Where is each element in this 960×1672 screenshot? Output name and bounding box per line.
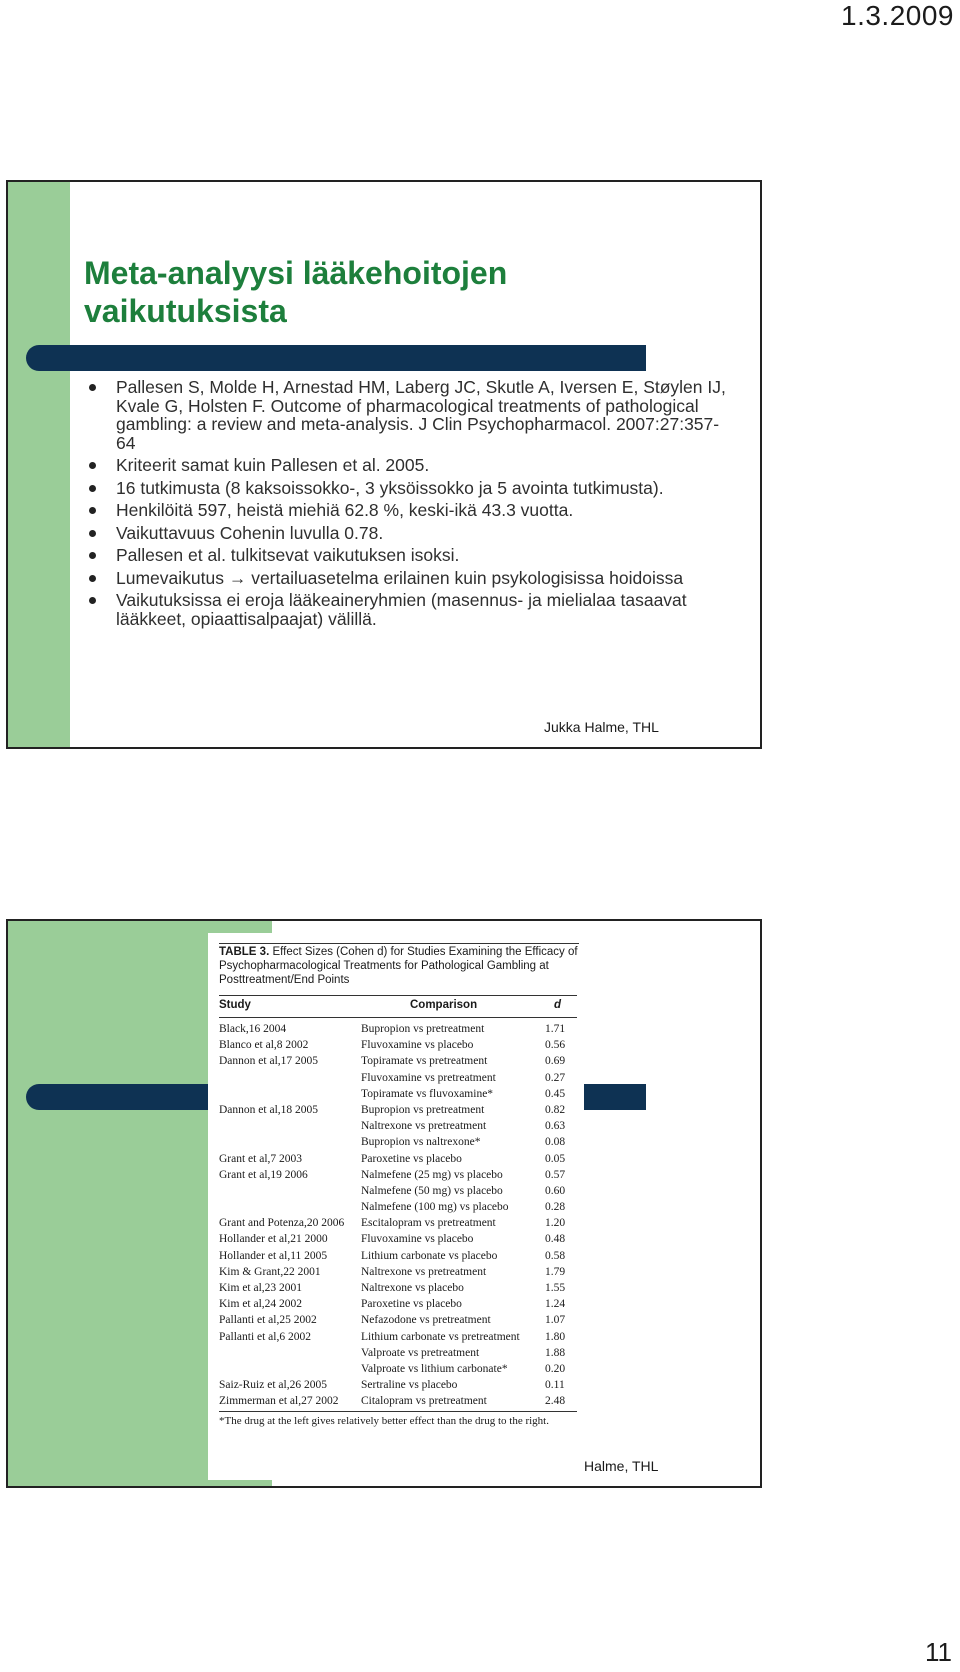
- table-rule: [219, 995, 577, 996]
- table-row: [219, 1053, 579, 1069]
- table-cell-comparison: Valproate vs lithium carbonate*: [361, 1362, 508, 1375]
- table-cell-comparison: Fluvoxamine vs placebo: [361, 1233, 474, 1246]
- table-row: [219, 1280, 579, 1296]
- table-row: [219, 1183, 579, 1199]
- bullet-text: 16 tutkimusta (8 kaksoissokko-, 3 yksöissokko ja 5 avointa tutkimusta).: [116, 477, 664, 498]
- table-row: [219, 1118, 579, 1134]
- table-row: [219, 1345, 579, 1361]
- bullet-item: [86, 546, 726, 565]
- table-cell-comparison: Fluvoxamine vs pretreatment: [361, 1071, 496, 1084]
- table-cell-d: 0.48: [545, 1233, 566, 1246]
- table-cell-d: 0.05: [545, 1152, 566, 1165]
- bullet-text: Kriteerit samat kuin Pallesen et al. 2005.: [116, 455, 430, 475]
- table-cell-d: 0.56: [545, 1039, 566, 1052]
- table-row: [219, 1312, 579, 1328]
- bullet-list: [86, 378, 726, 632]
- table-cell-d: 1.88: [545, 1346, 566, 1359]
- table-cell-comparison: Bupropion vs naltrexone*: [361, 1136, 481, 1149]
- table-caption-text: Effect Sizes (Cohen d) for Studies Examining the Efficacy of Psychopharmacological Treatments for Pathological Gambling at Posttreatment/End Points: [219, 946, 578, 986]
- bullet-dot-icon: [89, 575, 96, 582]
- column-header-d: d: [554, 999, 562, 1011]
- column-header-study: Study: [219, 999, 251, 1011]
- table-cell-comparison: Paroxetine vs placebo: [361, 1298, 462, 1311]
- table-caption: [219, 943, 579, 987]
- table-row: [219, 1199, 579, 1215]
- table-cell-comparison: Naltrexone vs pretreatment: [361, 1120, 487, 1133]
- bullet-dot-icon: [89, 530, 96, 537]
- bullet-item: [86, 479, 726, 498]
- table-row: [219, 1037, 579, 1053]
- table-cell-d: 0.08: [545, 1136, 566, 1149]
- bullet-text: Pallesen S, Molde H, Arnestad HM, Laberg JC, Skutle A, Iversen E, Støylen IJ, Kvale G, Holsten F. Outcome of pharmacological treatments of pathological gambling: a review and meta-analysis. J Clin Psychopharmacol. 2007:27:357-64: [116, 377, 726, 453]
- bullet-text: Vaikutuksissa ei eroja lääkeaineryhmien (masennus- ja mielialaa tasaavat lääkkeet, opiaattisalpaajat) välillä.: [116, 590, 687, 629]
- bullet-dot-icon: [89, 597, 96, 604]
- table-cell-study: Pallanti et al,6 2002: [219, 1330, 311, 1343]
- table-cell-d: 0.27: [545, 1071, 566, 1084]
- slide-green-band: [8, 182, 70, 747]
- bullet-dot-icon: [89, 485, 96, 492]
- table-row: [219, 1151, 579, 1167]
- table-cell-d: 0.69: [545, 1055, 566, 1068]
- table-row: [219, 1167, 579, 1183]
- table-cell-study: Saiz-Ruiz et al,26 2005: [219, 1379, 327, 1392]
- bullet-item: [86, 501, 726, 520]
- table-row: [219, 1215, 579, 1231]
- bullet-dot-icon: [89, 462, 96, 469]
- table-cell-comparison: Nefazodone vs pretreatment: [361, 1314, 491, 1327]
- table-row: [219, 1361, 579, 1377]
- table-cell-comparison: Naltrexone vs placebo: [361, 1282, 464, 1294]
- table-cell-d: 0.60: [545, 1184, 566, 1197]
- bullet-text: Lumevaikutus → vertailuasetelma erilainen kuin psykologisissa hoidoissa: [116, 567, 684, 588]
- bullet-item: [86, 378, 726, 452]
- table-row: [219, 1102, 579, 1118]
- table-cell-study: Grant et al,7 2003: [219, 1152, 303, 1165]
- table-cell-study: Black,16 2004: [219, 1023, 287, 1035]
- bullet-item: [86, 456, 726, 475]
- slide-1: [6, 180, 762, 749]
- bullet-dot-icon: [89, 384, 96, 391]
- table-cell-study: Pallanti et al,25 2002: [219, 1314, 317, 1327]
- table-row: [219, 1296, 579, 1312]
- table-cell-d: 1.20: [545, 1217, 566, 1230]
- bullet-item: [86, 524, 726, 543]
- table-cell-comparison: Topiramate vs pretreatment: [361, 1055, 488, 1068]
- table-cell-study: Zimmerman et al,27 2002: [219, 1395, 339, 1408]
- table-cell-d: 1.24: [545, 1298, 566, 1311]
- table-cell-comparison: Topiramate vs fluvoxamine*: [361, 1087, 494, 1100]
- table-cell-d: 0.28: [545, 1201, 566, 1214]
- bullet-text: Pallesen et al. tulkitsevat vaikutuksen isoksi.: [116, 545, 460, 565]
- table-cell-comparison: Naltrexone vs pretreatment: [361, 1265, 487, 1278]
- table-cell-study: Kim et al,24 2002: [219, 1298, 303, 1311]
- bullet-dot-icon: [89, 552, 96, 559]
- bullet-dot-icon: [89, 507, 96, 514]
- table-row: [219, 1134, 579, 1150]
- table-cell-comparison: Lithium carbonate vs placebo: [361, 1249, 498, 1262]
- table-cell-d: 0.58: [545, 1249, 566, 1262]
- table-row: [219, 1264, 579, 1280]
- table-cell-d: 0.63: [545, 1120, 566, 1133]
- slide-footer: Jukka Halme, THL: [544, 719, 659, 735]
- table-cell-d: 0.20: [545, 1362, 566, 1375]
- table-cell-comparison: Sertraline vs placebo: [361, 1379, 458, 1392]
- page-number: 11: [925, 1637, 952, 1667]
- table-cell-d: 0.57: [545, 1168, 566, 1181]
- table-footnote: *The drug at the left gives relatively better effect than the drug to the right.: [219, 1415, 549, 1427]
- table-cell-comparison: Paroxetine vs placebo: [361, 1152, 462, 1165]
- table-label: TABLE 3.: [219, 946, 270, 958]
- table-cell-study: Kim et al,23 2001: [219, 1282, 303, 1294]
- table-cell-study: Kim & Grant,22 2001: [219, 1265, 321, 1278]
- table-cell-comparison: Nalmefene (100 mg) vs placebo: [361, 1201, 509, 1214]
- table-cell-comparison: Fluvoxamine vs placebo: [361, 1039, 474, 1052]
- table-cell-study: Blanco et al,8 2002: [219, 1039, 309, 1052]
- table-rule: [219, 1411, 577, 1412]
- table-cell-comparison: Nalmefene (25 mg) vs placebo: [361, 1168, 503, 1181]
- table-cell-study: Hollander et al,11 2005: [219, 1249, 328, 1262]
- table-cell-d: 1.79: [545, 1265, 566, 1278]
- table-body: [219, 1021, 579, 1410]
- table-cell-d: 1.07: [545, 1314, 566, 1327]
- table-row: [219, 1070, 579, 1086]
- table-row: [219, 1231, 579, 1247]
- table-cell-d: 1.55: [545, 1282, 566, 1294]
- table-rule: [219, 1017, 577, 1018]
- bullet-text: Henkilöitä 597, heistä miehiä 62.8 %, keski-ikä 43.3 vuotta.: [116, 500, 574, 520]
- table-row: [219, 1248, 579, 1264]
- slide-footer: Halme, THL: [584, 1458, 659, 1474]
- bullet-item: [86, 569, 726, 588]
- table-cell-comparison: Citalopram vs pretreatment: [361, 1395, 487, 1408]
- table-cell-d: 0.11: [545, 1379, 565, 1392]
- table-cell-d: 1.71: [545, 1023, 566, 1035]
- page-date: 1.3.2009: [841, 0, 954, 31]
- table-cell-study: Dannon et al,17 2005: [219, 1055, 319, 1068]
- table-row: [219, 1329, 579, 1345]
- table-cell-study: Grant et al,19 2006: [219, 1168, 308, 1181]
- table-row: [219, 1393, 579, 1409]
- bullet-item: [86, 591, 726, 628]
- table-cell-comparison: Escitalopram vs pretreatment: [361, 1217, 496, 1230]
- table-cell-comparison: Bupropion vs pretreatment: [361, 1023, 485, 1035]
- table-row: [219, 1021, 579, 1037]
- table-cell-study: Dannon et al,18 2005: [219, 1103, 319, 1116]
- column-header-comparison: Comparison: [410, 999, 478, 1011]
- table-cell-d: 0.82: [545, 1103, 566, 1116]
- table-cell-d: 2.48: [545, 1395, 566, 1408]
- bullet-text: Vaikuttavuus Cohenin luvulla 0.78.: [116, 522, 384, 543]
- table-cell-comparison: Lithium carbonate vs pretreatment: [361, 1330, 520, 1343]
- slide-title-bar: [26, 345, 646, 371]
- table-cell-comparison: Valproate vs pretreatment: [361, 1346, 480, 1359]
- table-cell-comparison: Bupropion vs pretreatment: [361, 1103, 485, 1116]
- table-cell-d: 1.80: [545, 1330, 566, 1343]
- table-row: [219, 1086, 579, 1102]
- table-cell-study: Grant and Potenza,20 2006: [219, 1217, 345, 1230]
- effect-size-table: [208, 933, 584, 1480]
- table-cell-d: 0.45: [545, 1087, 566, 1100]
- table-cell-comparison: Nalmefene (50 mg) vs placebo: [361, 1184, 503, 1197]
- table-cell-study: Hollander et al,21 2000: [219, 1233, 328, 1246]
- table-row: [219, 1377, 579, 1393]
- slide-title: Meta-analyysi lääkehoitojen vaikutuksista: [84, 255, 508, 329]
- slide-2: [6, 919, 762, 1488]
